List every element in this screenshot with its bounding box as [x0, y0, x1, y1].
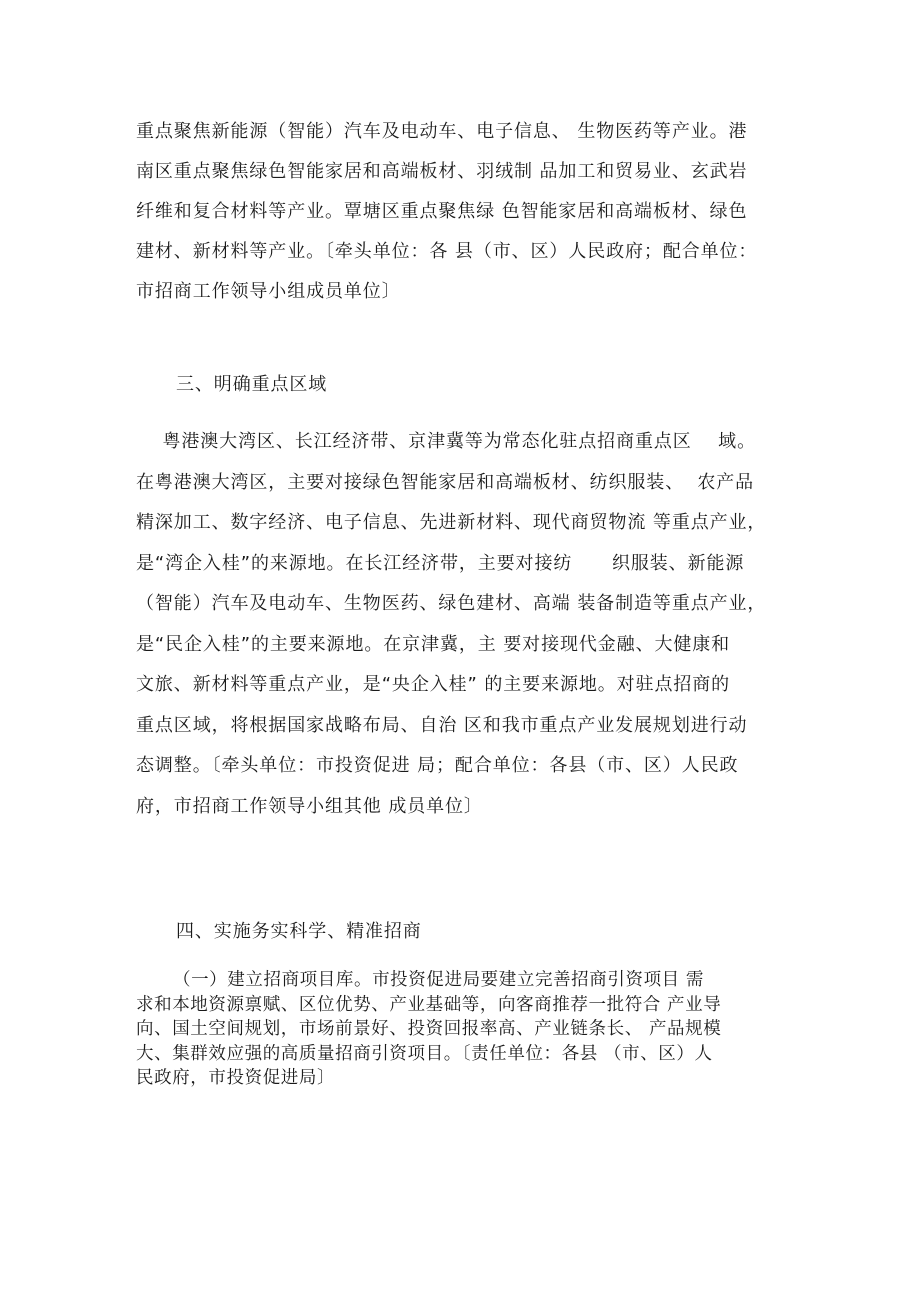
text-line: 粤港澳大湾区、长江经济带、京津冀等为常态化驻点招商重点区 域。 — [136, 431, 756, 452]
text-line: 府，市招商工作领导小组其他 成员单位〕 — [136, 795, 483, 817]
text-line: 精深加工、数字经济、电子信息、先进新材料、现代商贸物流 等重点产业， — [136, 512, 767, 533]
text-line: 建材、新材料等产业。〔牵头单位：各 县（市、区）人民政府；配合单位： — [136, 241, 758, 262]
section-heading-4 — [176, 912, 836, 952]
text-line: （一）建立招商项目库。市投资促进局要建立完善招商引资项目 需 — [136, 970, 705, 990]
text-line: 纤维和复合材料等产业。覃塘区重点聚焦绿 色智能家居和高端板材、绿色 — [136, 201, 748, 222]
text-line: 是“民企入桂”的主要来源地。在京津冀，主 要对接现代金融、大健康和 — [136, 633, 731, 655]
text-line: 文旅、新材料等重点产业，是“央企入桂” 的主要来源地。对驻点招商的 — [136, 674, 731, 695]
text-line: 向、国土空间规划，市场前景好、投资回报率高、产业链条长、 产品规模 — [136, 1019, 722, 1039]
section-heading-3 — [176, 365, 836, 405]
heading-text: 三、明确重点区域 — [176, 374, 328, 395]
text-line: 南区重点聚焦绿色智能家居和高端板材、羽绒制 品加工和贸易业、玄武岩 — [136, 161, 748, 182]
text-line: （智能）汽车及电动车、生物医药、绿色建材、高端 装备制造等重点产业， — [136, 593, 767, 614]
heading-text: 四、实施务实科学、精准招商 — [176, 921, 422, 942]
paragraph-key-regions — [136, 422, 796, 827]
text-line: 市招商工作领导小组成员单位〕 — [136, 281, 401, 302]
paragraph-industry-focus — [136, 112, 796, 312]
text-line: 重点聚焦新能源（智能）汽车及电动车、电子信息、 生物医药等产业。港 — [136, 121, 748, 142]
text-line: 大、集群效应强的高质量招商引资项目。〔责任单位：各县 （市、区）人 — [136, 1043, 713, 1064]
text-line: 在粤港澳大湾区，主要对接绿色智能家居和高端板材、纺织服装、 农产品 — [136, 471, 755, 493]
text-line: 态调整。〔牵头单位：市投资促进 局；配合单位：各县（市、区）人民政 — [136, 755, 739, 776]
paragraph-project-library — [136, 968, 796, 1091]
text-line: 民政府，市投资促进局〕 — [136, 1068, 336, 1088]
text-line: 是“湾企入桂”的来源地。在长江经济带，主要对接纺 织服装、新能源 — [136, 552, 745, 574]
text-line: 求和本地资源禀赋、区位优势、产业基础等，向客商推荐一批符合 产业导 — [136, 994, 722, 1015]
text-line: 重点区域，将根据国家战略布局、自治 区和我市重点产业发展规划进行动 — [136, 714, 748, 736]
